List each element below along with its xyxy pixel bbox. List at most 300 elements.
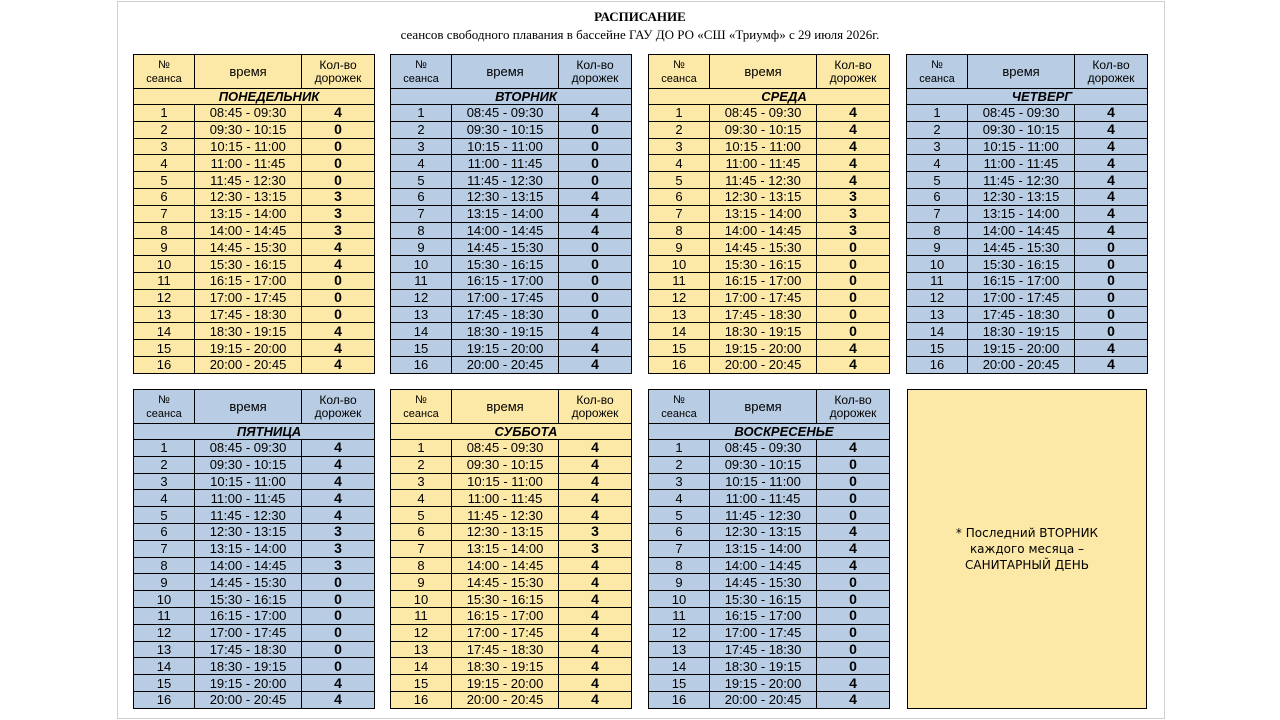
- session-number: 6: [391, 523, 452, 540]
- table-row: [649, 340, 890, 357]
- day-table-0: [133, 54, 375, 374]
- lane-count: 4: [559, 607, 632, 624]
- table-row: [649, 507, 890, 524]
- lane-count: 3: [302, 523, 375, 540]
- session-time: 17:45 - 18:30: [195, 306, 302, 323]
- day-table-6: [648, 389, 890, 709]
- session-time: 08:45 - 09:30: [710, 440, 817, 457]
- session-time: 13:15 - 14:00: [195, 205, 302, 222]
- lane-count: 0: [817, 658, 890, 675]
- table-row: [391, 256, 632, 273]
- lane-count: 4: [1075, 340, 1148, 357]
- session-time: 11:45 - 12:30: [452, 507, 559, 524]
- day-table-5: [390, 389, 632, 709]
- session-time: 19:15 - 20:00: [968, 340, 1075, 357]
- session-time: 16:15 - 17:00: [195, 272, 302, 289]
- session-number: 14: [391, 323, 452, 340]
- lane-count: 4: [559, 675, 632, 692]
- session-number: 14: [134, 323, 195, 340]
- lane-count: 4: [1075, 105, 1148, 122]
- lane-count: 4: [817, 172, 890, 189]
- table-row: [649, 607, 890, 624]
- day-row: [134, 424, 375, 440]
- lane-count: 4: [559, 105, 632, 122]
- header-row: [907, 55, 1148, 89]
- session-number: 12: [134, 289, 195, 306]
- table-row: [391, 306, 632, 323]
- session-time: 17:00 - 17:45: [452, 289, 559, 306]
- session-number: 14: [391, 658, 452, 675]
- session-time: 14:45 - 15:30: [710, 239, 817, 256]
- lane-count: 4: [302, 473, 375, 490]
- table-row: [907, 256, 1148, 273]
- lane-count: 0: [302, 574, 375, 591]
- session-number: 7: [134, 205, 195, 222]
- session-number: 9: [907, 239, 968, 256]
- session-number: 7: [649, 205, 710, 222]
- schedule-table: [390, 54, 632, 374]
- lane-count: 4: [302, 105, 375, 122]
- session-time: 10:15 - 11:00: [452, 138, 559, 155]
- table-row: [134, 523, 375, 540]
- table-row: [391, 222, 632, 239]
- table-row: [649, 188, 890, 205]
- session-time: 15:30 - 16:15: [968, 256, 1075, 273]
- session-time: 09:30 - 10:15: [452, 121, 559, 138]
- table-row: [649, 256, 890, 273]
- table-row: [649, 557, 890, 574]
- table-row: [134, 507, 375, 524]
- session-number: 3: [907, 138, 968, 155]
- lane-count: 4: [559, 624, 632, 641]
- session-time: 10:15 - 11:00: [195, 473, 302, 490]
- session-number: 6: [649, 523, 710, 540]
- session-number: 7: [391, 205, 452, 222]
- table-row: [649, 138, 890, 155]
- table-row: [907, 138, 1148, 155]
- session-time: 14:00 - 14:45: [710, 557, 817, 574]
- lane-count: 0: [817, 272, 890, 289]
- lane-count: 0: [817, 306, 890, 323]
- table-row: [907, 306, 1148, 323]
- session-number: 5: [649, 172, 710, 189]
- day-name: ВТОРНИК: [391, 89, 632, 105]
- session-number: 3: [391, 473, 452, 490]
- lane-count: 0: [817, 574, 890, 591]
- lane-count: 4: [817, 105, 890, 122]
- session-number: 7: [391, 540, 452, 557]
- lane-count: 0: [817, 289, 890, 306]
- session-time: 16:15 - 17:00: [452, 607, 559, 624]
- session-time: 15:30 - 16:15: [710, 591, 817, 608]
- session-time: 19:15 - 20:00: [710, 675, 817, 692]
- day-table-1: [390, 54, 632, 374]
- table-row: [907, 121, 1148, 138]
- lane-count: 4: [302, 256, 375, 273]
- session-number: 13: [134, 641, 195, 658]
- day-name: ВОСКРЕСЕНЬЕ: [649, 424, 890, 440]
- session-number: 13: [649, 641, 710, 658]
- lane-count: 4: [559, 574, 632, 591]
- lane-count: 4: [817, 155, 890, 172]
- session-time: 13:15 - 14:00: [452, 540, 559, 557]
- lane-count: 0: [559, 121, 632, 138]
- lane-count: 3: [302, 222, 375, 239]
- lane-count: 4: [559, 188, 632, 205]
- session-number: 16: [134, 691, 195, 708]
- session-time: 11:00 - 11:45: [710, 490, 817, 507]
- header-time: время: [710, 390, 817, 424]
- session-time: 17:00 - 17:45: [195, 624, 302, 641]
- session-number: 10: [134, 591, 195, 608]
- lane-count: 0: [1075, 256, 1148, 273]
- session-time: 19:15 - 20:00: [710, 340, 817, 357]
- lane-count: 0: [817, 473, 890, 490]
- session-time: 19:15 - 20:00: [195, 340, 302, 357]
- session-number: 10: [391, 591, 452, 608]
- lane-count: 0: [817, 256, 890, 273]
- table-row: [649, 172, 890, 189]
- session-number: 15: [649, 340, 710, 357]
- header-lanes: Кол-во дорожек: [559, 55, 632, 89]
- session-time: 08:45 - 09:30: [452, 105, 559, 122]
- session-time: 14:45 - 15:30: [710, 574, 817, 591]
- lane-count: 3: [817, 188, 890, 205]
- note-box: [907, 389, 1147, 709]
- table-row: [134, 624, 375, 641]
- day-row: [391, 89, 632, 105]
- lane-count: 4: [817, 557, 890, 574]
- table-row: [649, 121, 890, 138]
- lane-count: 0: [302, 641, 375, 658]
- session-time: 11:00 - 11:45: [195, 490, 302, 507]
- session-time: 13:15 - 14:00: [195, 540, 302, 557]
- lane-count: 4: [302, 356, 375, 373]
- lane-count: 4: [302, 440, 375, 457]
- session-number: 8: [134, 222, 195, 239]
- session-number: 8: [391, 557, 452, 574]
- table-row: [649, 675, 890, 692]
- day-row: [391, 424, 632, 440]
- lane-count: 4: [817, 121, 890, 138]
- table-row: [134, 340, 375, 357]
- table-row: [134, 105, 375, 122]
- lane-count: 3: [302, 540, 375, 557]
- session-number: 13: [649, 306, 710, 323]
- session-time: 17:45 - 18:30: [195, 641, 302, 658]
- lane-count: 4: [817, 675, 890, 692]
- table-row: [391, 557, 632, 574]
- header-time: время: [195, 55, 302, 89]
- session-time: 20:00 - 20:45: [452, 691, 559, 708]
- page-subtitle: сеансов свободного плавания в бассейне ГАУ ДО РО «СШ «Триумф» с 29 июля 2026г.: [400, 27, 880, 42]
- session-time: 17:00 - 17:45: [710, 624, 817, 641]
- session-number: 5: [391, 172, 452, 189]
- session-time: 11:00 - 11:45: [452, 490, 559, 507]
- session-number: 1: [391, 105, 452, 122]
- session-time: 16:15 - 17:00: [710, 607, 817, 624]
- table-row: [649, 222, 890, 239]
- session-time: 14:45 - 15:30: [452, 239, 559, 256]
- session-time: 20:00 - 20:45: [710, 356, 817, 373]
- session-time: 18:30 - 19:15: [968, 323, 1075, 340]
- lane-count: 4: [302, 490, 375, 507]
- lane-count: 0: [1075, 239, 1148, 256]
- table-row: [649, 591, 890, 608]
- table-row: [391, 591, 632, 608]
- session-number: 3: [391, 138, 452, 155]
- table-row: [391, 607, 632, 624]
- session-time: 11:45 - 12:30: [452, 172, 559, 189]
- session-number: 5: [134, 172, 195, 189]
- session-time: 10:15 - 11:00: [452, 473, 559, 490]
- session-number: 5: [907, 172, 968, 189]
- lane-count: 0: [559, 239, 632, 256]
- lane-count: 4: [1075, 155, 1148, 172]
- header-time: время: [195, 390, 302, 424]
- lane-count: 4: [1075, 172, 1148, 189]
- session-time: 11:45 - 12:30: [710, 507, 817, 524]
- session-time: 17:00 - 17:45: [968, 289, 1075, 306]
- lane-count: 3: [817, 222, 890, 239]
- day-row: [649, 424, 890, 440]
- lane-count: 4: [817, 440, 890, 457]
- session-number: 9: [649, 239, 710, 256]
- lane-count: 4: [559, 356, 632, 373]
- header-time: время: [452, 390, 559, 424]
- session-time: 16:15 - 17:00: [968, 272, 1075, 289]
- session-time: 14:00 - 14:45: [195, 557, 302, 574]
- session-time: 16:15 - 17:00: [195, 607, 302, 624]
- table-row: [649, 239, 890, 256]
- session-number: 12: [134, 624, 195, 641]
- session-time: 11:45 - 12:30: [710, 172, 817, 189]
- table-row: [134, 574, 375, 591]
- session-time: 15:30 - 16:15: [452, 591, 559, 608]
- session-number: 2: [649, 456, 710, 473]
- table-row: [391, 155, 632, 172]
- table-row: [649, 624, 890, 641]
- lane-count: 4: [302, 675, 375, 692]
- session-number: 16: [649, 356, 710, 373]
- header-lanes: Кол-во дорожек: [302, 55, 375, 89]
- session-number: 15: [649, 675, 710, 692]
- lane-count: 0: [1075, 323, 1148, 340]
- lane-count: 4: [302, 507, 375, 524]
- lane-count: 0: [559, 138, 632, 155]
- table-row: [649, 205, 890, 222]
- lane-count: 0: [302, 289, 375, 306]
- lane-count: 0: [817, 456, 890, 473]
- lane-count: 4: [559, 440, 632, 457]
- session-time: 12:30 - 13:15: [195, 523, 302, 540]
- schedule-table: [648, 54, 890, 374]
- session-number: 11: [134, 272, 195, 289]
- session-time: 08:45 - 09:30: [452, 440, 559, 457]
- day-table-4: [133, 389, 375, 709]
- session-time: 14:00 - 14:45: [710, 222, 817, 239]
- session-number: 2: [907, 121, 968, 138]
- table-row: [391, 105, 632, 122]
- header-num: № сеанса: [907, 55, 968, 89]
- session-number: 1: [391, 440, 452, 457]
- lane-count: 4: [1075, 222, 1148, 239]
- session-number: 2: [134, 121, 195, 138]
- table-row: [391, 691, 632, 708]
- lane-count: 4: [559, 323, 632, 340]
- session-number: 6: [391, 188, 452, 205]
- lane-count: 0: [302, 155, 375, 172]
- table-row: [134, 155, 375, 172]
- lane-count: 0: [1075, 306, 1148, 323]
- lane-count: 3: [559, 523, 632, 540]
- table-row: [649, 272, 890, 289]
- lane-count: 0: [302, 658, 375, 675]
- table-row: [134, 239, 375, 256]
- header-row: [391, 55, 632, 89]
- session-time: 18:30 - 19:15: [195, 323, 302, 340]
- session-time: 18:30 - 19:15: [710, 323, 817, 340]
- lane-count: 3: [559, 540, 632, 557]
- session-time: 19:15 - 20:00: [195, 675, 302, 692]
- session-number: 9: [649, 574, 710, 591]
- table-row: [649, 540, 890, 557]
- session-time: 20:00 - 20:45: [968, 356, 1075, 373]
- table-row: [391, 272, 632, 289]
- session-time: 17:45 - 18:30: [710, 641, 817, 658]
- session-number: 8: [907, 222, 968, 239]
- table-row: [391, 172, 632, 189]
- lane-count: 0: [817, 323, 890, 340]
- session-number: 6: [134, 188, 195, 205]
- table-row: [134, 205, 375, 222]
- table-row: [391, 675, 632, 692]
- session-number: 15: [134, 675, 195, 692]
- table-row: [391, 440, 632, 457]
- session-time: 20:00 - 20:45: [452, 356, 559, 373]
- session-number: 5: [391, 507, 452, 524]
- lane-count: 0: [817, 507, 890, 524]
- session-time: 14:45 - 15:30: [195, 574, 302, 591]
- session-time: 17:45 - 18:30: [968, 306, 1075, 323]
- session-number: 6: [649, 188, 710, 205]
- table-row: [134, 591, 375, 608]
- table-row: [649, 356, 890, 373]
- table-row: [649, 105, 890, 122]
- session-number: 1: [134, 105, 195, 122]
- session-number: 10: [649, 256, 710, 273]
- table-row: [649, 456, 890, 473]
- session-number: 10: [391, 256, 452, 273]
- session-number: 8: [649, 222, 710, 239]
- lane-count: 4: [559, 340, 632, 357]
- table-row: [391, 323, 632, 340]
- schedule-table: [133, 389, 375, 709]
- session-time: 08:45 - 09:30: [195, 440, 302, 457]
- session-number: 10: [649, 591, 710, 608]
- table-row: [391, 658, 632, 675]
- session-time: 14:00 - 14:45: [452, 222, 559, 239]
- session-number: 8: [391, 222, 452, 239]
- session-time: 14:45 - 15:30: [452, 574, 559, 591]
- session-number: 5: [649, 507, 710, 524]
- session-number: 15: [907, 340, 968, 357]
- table-row: [134, 658, 375, 675]
- lane-count: 4: [559, 456, 632, 473]
- header-num: № сеанса: [649, 55, 710, 89]
- session-time: 11:00 - 11:45: [968, 155, 1075, 172]
- session-number: 9: [134, 239, 195, 256]
- session-number: 15: [134, 340, 195, 357]
- session-number: 2: [391, 456, 452, 473]
- session-time: 09:30 - 10:15: [195, 456, 302, 473]
- session-number: 4: [907, 155, 968, 172]
- session-number: 2: [134, 456, 195, 473]
- table-row: [391, 356, 632, 373]
- session-number: 2: [391, 121, 452, 138]
- session-time: 08:45 - 09:30: [710, 105, 817, 122]
- session-time: 13:15 - 14:00: [710, 205, 817, 222]
- session-number: 13: [907, 306, 968, 323]
- session-time: 17:00 - 17:45: [195, 289, 302, 306]
- header-num: № сеанса: [391, 55, 452, 89]
- lane-count: 4: [817, 540, 890, 557]
- table-row: [391, 473, 632, 490]
- table-row: [134, 323, 375, 340]
- table-row: [391, 239, 632, 256]
- table-row: [391, 490, 632, 507]
- session-number: 13: [134, 306, 195, 323]
- session-number: 10: [134, 256, 195, 273]
- session-time: 14:45 - 15:30: [968, 239, 1075, 256]
- session-time: 10:15 - 11:00: [968, 138, 1075, 155]
- session-time: 11:45 - 12:30: [968, 172, 1075, 189]
- session-time: 20:00 - 20:45: [195, 356, 302, 373]
- lane-count: 3: [302, 205, 375, 222]
- header-row: [649, 55, 890, 89]
- session-time: 15:30 - 16:15: [195, 591, 302, 608]
- lane-count: 0: [302, 138, 375, 155]
- lane-count: 0: [559, 289, 632, 306]
- table-row: [907, 188, 1148, 205]
- session-time: 11:00 - 11:45: [710, 155, 817, 172]
- table-row: [134, 440, 375, 457]
- lane-count: 4: [817, 691, 890, 708]
- session-number: 9: [391, 239, 452, 256]
- session-number: 3: [649, 138, 710, 155]
- session-number: 9: [391, 574, 452, 591]
- table-row: [391, 574, 632, 591]
- session-time: 09:30 - 10:15: [195, 121, 302, 138]
- session-time: 12:30 - 13:15: [195, 188, 302, 205]
- table-row: [134, 540, 375, 557]
- table-row: [391, 138, 632, 155]
- lane-count: 4: [302, 340, 375, 357]
- header-row: [649, 390, 890, 424]
- table-row: [907, 323, 1148, 340]
- table-row: [649, 155, 890, 172]
- table-row: [649, 490, 890, 507]
- table-row: [907, 205, 1148, 222]
- session-time: 12:30 - 13:15: [452, 188, 559, 205]
- lane-count: 4: [559, 205, 632, 222]
- session-number: 1: [907, 105, 968, 122]
- session-time: 12:30 - 13:15: [968, 188, 1075, 205]
- session-number: 1: [134, 440, 195, 457]
- table-row: [134, 289, 375, 306]
- session-number: 6: [134, 523, 195, 540]
- table-row: [391, 507, 632, 524]
